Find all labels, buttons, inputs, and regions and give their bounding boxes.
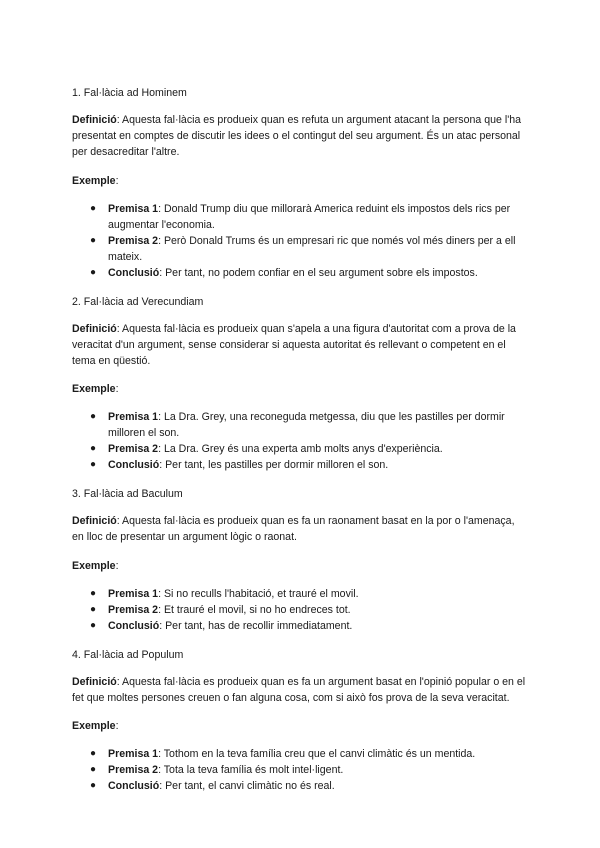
bullet-icon: ● [90, 202, 97, 214]
section-title: 2. Fal·làcia ad Verecundiam [72, 295, 204, 308]
definition-label: Definició [72, 515, 117, 528]
example-heading: Exemple: [72, 559, 119, 572]
list-item: ● Conclusió: Per tant, les pastilles per dormir milloren el son. [90, 459, 389, 472]
example-list [72, 746, 528, 794]
list-item: ● Conclusió: Per tant, no podem confiar en el seu argument sobre els impostos. [90, 266, 478, 279]
list-item: ● Premisa 1: La Dra. Grey, una reconeguda metgessa, diu que les pastilles per dormir milloren el son. [90, 411, 505, 440]
list-item: ● Premisa 1: Tothom en la teva família creu que el canvi climàtic és un mentida. [90, 748, 476, 761]
definition [72, 112, 528, 161]
example-label: Exemple [72, 383, 116, 396]
list-item: ● Premisa 1: Si no reculls l'habitació, et trauré el movil. [90, 587, 359, 600]
bullet-icon: ● [90, 234, 97, 246]
bullet-icon: ● [90, 411, 97, 423]
list-item: ● Premisa 2: Tota la teva família és molt intel·ligent. [90, 764, 344, 777]
example-heading: Exemple: [72, 174, 119, 187]
section-title: 1. Fal·làcia ad Hominem [72, 87, 187, 99]
example-list [72, 201, 528, 281]
section-title: 4. Fal·làcia ad Populum [72, 648, 184, 661]
section-ad-baculum [72, 486, 528, 633]
definition [72, 321, 528, 370]
bullet-icon: ● [90, 764, 97, 776]
list-item: ● Premisa 2: La Dra. Grey és una experta amb molts anys d'experiència. [90, 443, 443, 456]
bullet-icon: ● [90, 443, 97, 455]
section-ad-populum [72, 647, 528, 794]
definition [72, 513, 528, 545]
example-heading: Exemple: [72, 383, 119, 396]
definition [72, 674, 528, 706]
list-item: ● Conclusió: Per tant, el canvi climàtic no és real. [90, 780, 335, 793]
list-item: ● Premisa 2: Però Donald Trums és un empresari ric que només vol més diners per a ell mateix. [90, 234, 516, 263]
bullet-icon: ● [90, 619, 97, 631]
definition-text: : Aquesta fal·làcia es produeix quan es fa un raonament basat en la por o l'amenaça, en lloc de presentar un argument lògic o raonat. [72, 515, 515, 544]
definition-label: Definició [72, 322, 117, 335]
definition-text: : Aquesta fal·làcia es produeix quan es refuta un argument atacant la persona que l'ha presentat en comptes de discutir les idees o el contingut del seu argument. És un atac personal per desacreditar l'altre. [72, 114, 521, 159]
section-ad-verecundiam [72, 294, 528, 474]
bullet-icon: ● [90, 587, 97, 599]
example-list [72, 409, 528, 473]
example-list [72, 586, 528, 634]
example-heading: Exemple: [72, 720, 119, 733]
list-item: ● Conclusió: Per tant, has de recollir immediatament. [90, 619, 353, 632]
definition-text: : Aquesta fal·làcia es produeix quan es fa un argument basat en l'opinió popular o en el fet que moltes persones creuen o fan alguna cosa, com si això fos prova de la seva veracitat. [72, 675, 526, 704]
definition-text: : Aquesta fal·làcia es produeix quan s'apela a una figura d'autoritat com a prova de la veracitat d'un argument, sense considerar si aquesta autoritat és rellevant o competent en el tema en qüestió. [72, 322, 516, 368]
bullet-icon: ● [90, 459, 97, 471]
bullet-icon: ● [90, 748, 97, 760]
bullet-icon: ● [90, 780, 97, 792]
example-label: Exemple [72, 559, 116, 572]
section-ad-hominem [72, 85, 528, 281]
definition-label: Definició [72, 114, 117, 126]
example-label: Exemple [72, 720, 116, 733]
bullet-icon: ● [90, 603, 97, 615]
list-item: ● Premisa 1: Donald Trump diu que millorarà America reduint els impostos dels rics per augmentar l'economia. [90, 202, 511, 231]
definition-label: Definició [72, 675, 117, 688]
bullet-icon: ● [90, 266, 97, 278]
example-label: Exemple [72, 174, 116, 187]
list-item: ● Premisa 2: Et trauré el movil, si no ho endreces tot. [90, 603, 351, 616]
section-title: 3. Fal·làcia ad Baculum [72, 488, 183, 501]
